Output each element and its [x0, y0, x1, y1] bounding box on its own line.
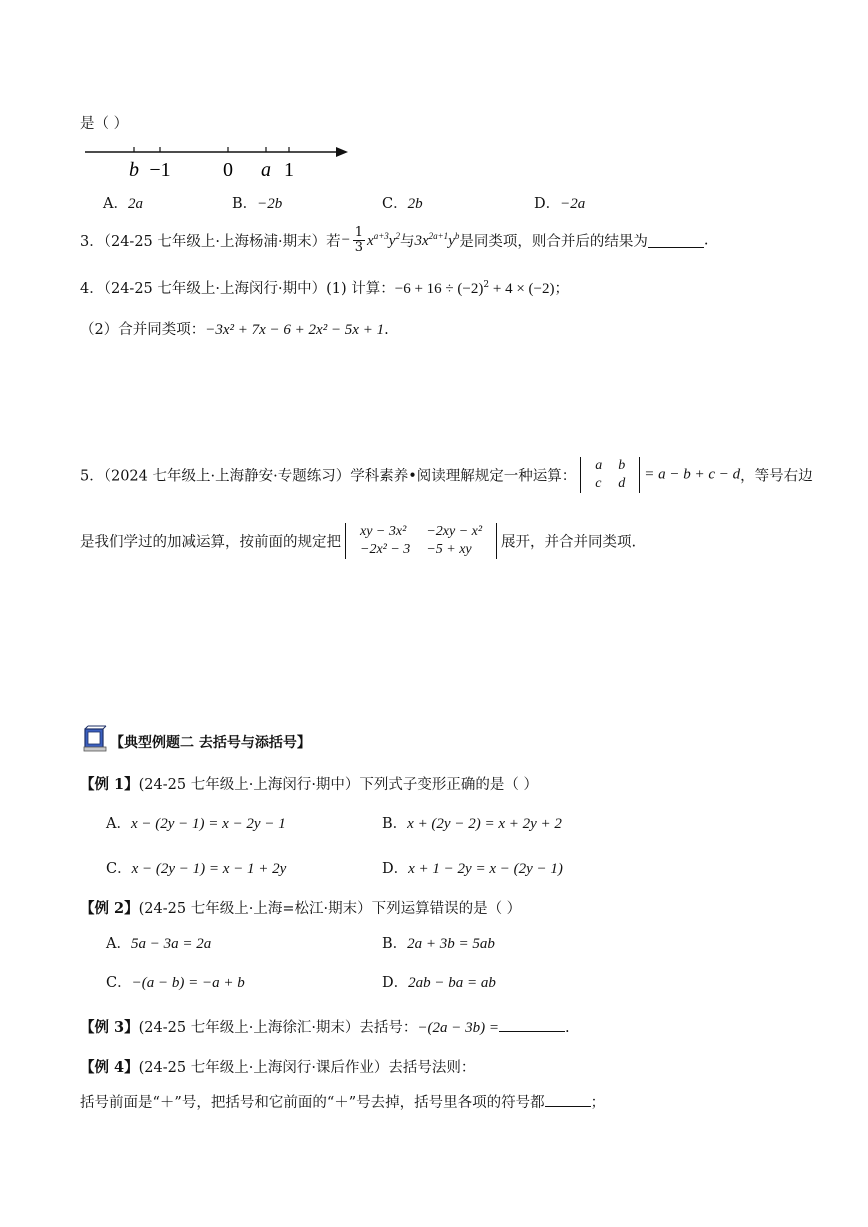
ex1-option-b[interactable]: B．x + (2y − 2) = x + 2y + 2 — [382, 816, 562, 832]
nl-label-b: b — [129, 159, 139, 181]
q3-answer-blank[interactable] — [648, 233, 704, 248]
q2-option-c[interactable]: C．2b — [382, 196, 423, 212]
nl-label-a: a — [261, 159, 271, 181]
question-5-line2: 是我们学过的加减运算，按前面的规定把 xy − 3x² −2xy − x² −2x² − 3 −5 + xy 展开，并合并同类项. — [80, 524, 637, 557]
nl-label-neg1: −1 — [149, 159, 171, 181]
determinant-expression: xy − 3x² −2xy − x² −2x² − 3 −5 + xy — [345, 523, 497, 559]
determinant-abcd: a b c d — [580, 457, 640, 493]
ex1-option-c[interactable]: C．x − (2y − 1) = x − 1 + 2y — [106, 861, 287, 877]
ex3-answer-blank[interactable] — [499, 1017, 565, 1032]
question-4-line2: （2）合并同类项：−3x² + 7x − 6 + 2x² − 5x + 1. — [80, 322, 389, 338]
ex2-option-d[interactable]: D．2ab − ba = ab — [382, 975, 496, 991]
q2-stem-tail: 是（ ） — [80, 116, 129, 132]
example-4-rule: 括号前面是“＋”号，把括号和它前面的“＋”号去掉，括号里各项的符号都 ； — [80, 1091, 605, 1112]
ex2-option-b[interactable]: B．2a + 3b = 5ab — [382, 936, 495, 952]
number-line — [80, 138, 355, 183]
nl-label-1: 1 — [284, 159, 294, 181]
q2-option-d[interactable]: D．−2a — [534, 196, 586, 212]
example-2-stem: 【例 2】(24-25 七年级上·上海=松江·期末）下列运算错误的是（ ） — [80, 900, 522, 917]
example-1-stem: 【例 1】(24-25 七年级上·上海闵行·期中）下列式子变形正确的是（ ） — [80, 776, 539, 793]
ex1-option-d[interactable]: D．x + 1 − 2y = x − (2y − 1) — [382, 861, 563, 877]
q2-option-a[interactable]: A．2a — [103, 196, 143, 212]
ex4-answer-blank[interactable] — [545, 1092, 591, 1107]
section-title: 【典型例题二 去括号与添括号】 — [110, 735, 311, 751]
question-3: 3．（24-25 七年级上·上海杨浦·期末）若− $\frac{1}{3}$ $x^{a+3}y^2$与$3x^{2a+1}y^b$是同类项，则合并后的结果为 . — [80, 225, 709, 255]
book-icon — [82, 725, 108, 753]
q2-option-b[interactable]: B．−2b — [232, 196, 283, 212]
ex2-option-c[interactable]: C．−(a − b) = −a + b — [106, 975, 245, 991]
question-4-line1: 4．（24-25 七年级上·上海闵行·期中）(1) 计算：$-6 + 16 \div (-2)^2 + 4 \times (-2)$； — [80, 280, 569, 297]
example-3: 【例 3】(24-25 七年级上·上海徐汇·期末）去括号：−(2a − 3b) = . — [80, 1019, 570, 1036]
question-5-line1: 5．（2024 七年级上·上海静安·专题练习）学科素养•阅读理解规定一种运算： a b c d = a − b + c − d，等号右边 — [80, 458, 813, 491]
nl-label-0: 0 — [223, 159, 233, 181]
ex1-option-a[interactable]: A．x − (2y − 1) = x − 2y − 1 — [106, 816, 286, 832]
ex2-option-a[interactable]: A．5a − 3a = 2a — [106, 936, 212, 952]
example-4-stem: 【例 4】(24-25 七年级上·上海闵行·课后作业）去括号法则： — [80, 1059, 476, 1076]
